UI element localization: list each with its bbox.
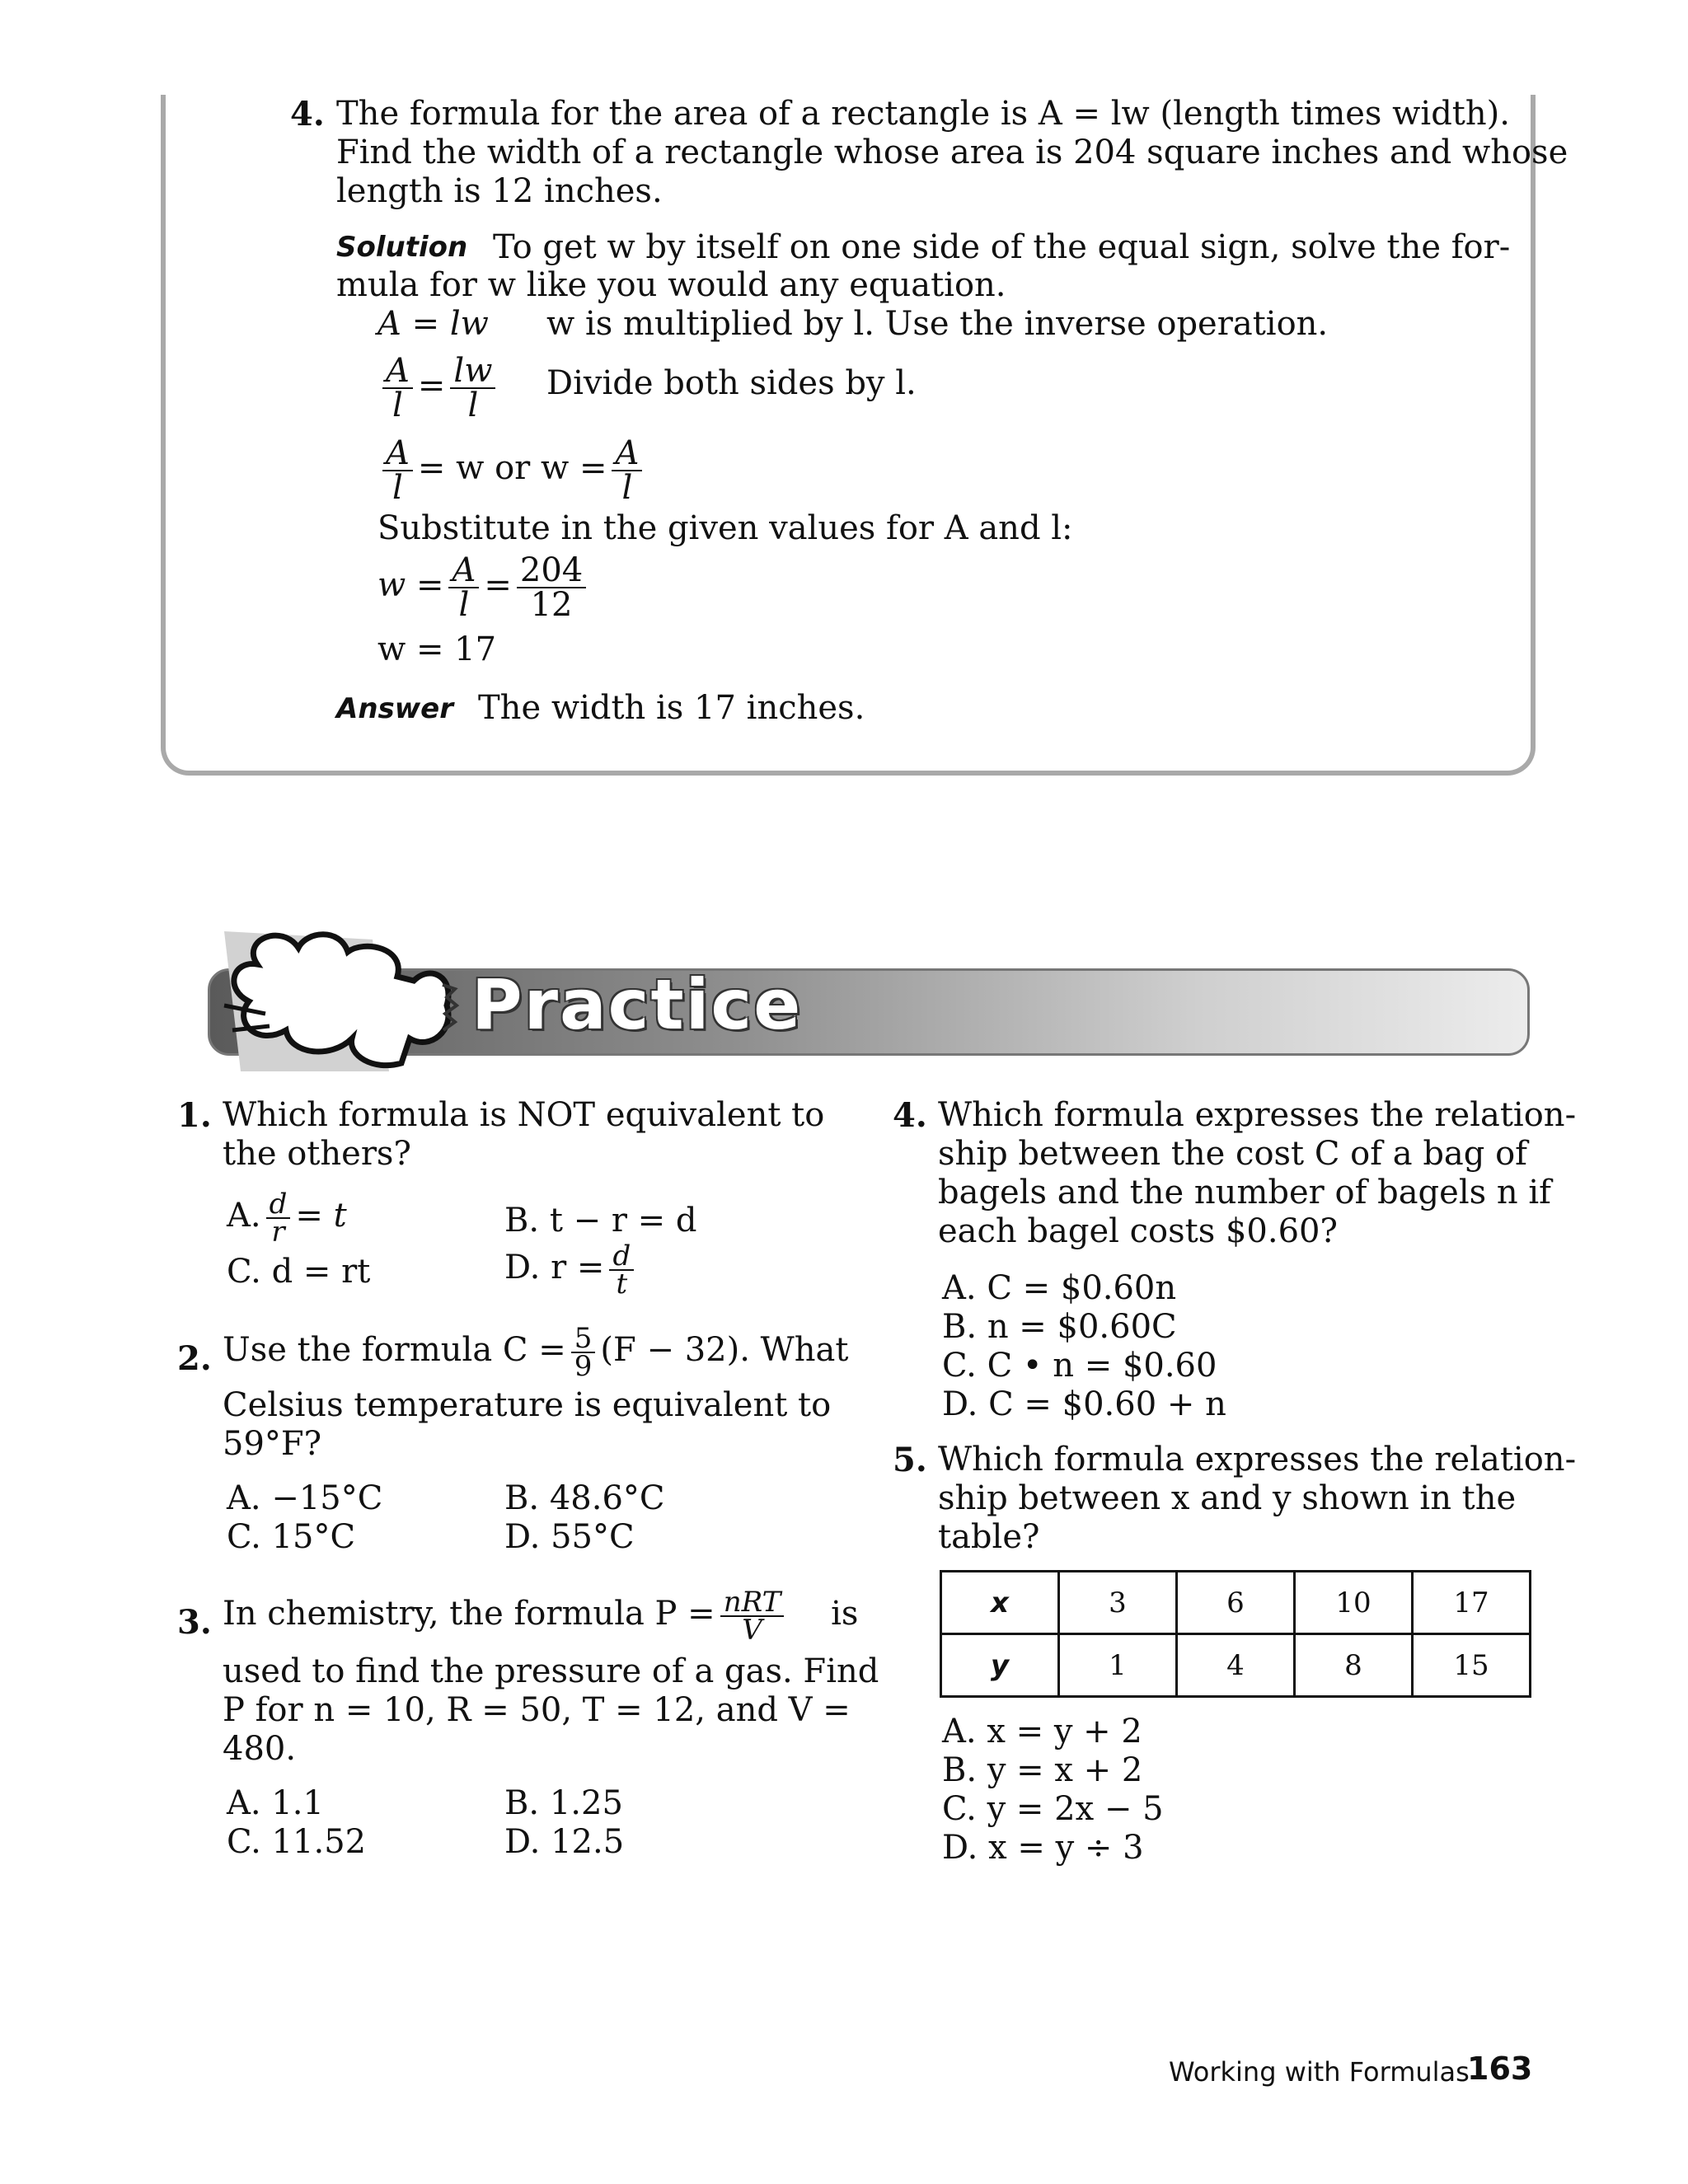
table-cell: 10	[1295, 1572, 1413, 1634]
table-cell: 17	[1413, 1572, 1531, 1634]
q3-option-a[interactable]: A. 1.1	[227, 1784, 324, 1822]
q1-option-a[interactable]: A. $\frac{d}{r}$ = t	[227, 1188, 347, 1249]
example-problem-line: The formula for the area of a rectangle is A = lw (length times width).	[336, 95, 1510, 133]
table-header-x: x	[941, 1572, 1059, 1634]
puzzle-piece-icon	[208, 915, 488, 1080]
footer-section: Working with Formulas	[1169, 2056, 1470, 2088]
table-cell: 8	[1295, 1634, 1413, 1697]
q1-option-b[interactable]: B. t − r = d	[504, 1202, 697, 1240]
q3-line2: used to find the pressure of a gas. Find	[223, 1652, 879, 1690]
q4-option-b[interactable]: B. n = $0.60C	[942, 1308, 1177, 1346]
q3-option-d[interactable]: D. 12.5	[504, 1823, 625, 1861]
q5-option-b[interactable]: B. y = x + 2	[942, 1751, 1143, 1789]
q5-option-d[interactable]: D. x = y ÷ 3	[942, 1829, 1144, 1867]
table-cell: 6	[1177, 1572, 1295, 1634]
q2-line1: Use the formula C = $\frac{5}{9}$ (F − 32). What	[223, 1322, 849, 1383]
answer-text: The width is 17 inches.	[478, 689, 865, 727]
table-cell: 3	[1059, 1572, 1177, 1634]
q1-option-c[interactable]: C. d = rt	[227, 1253, 371, 1291]
step3-equation: $\frac{A}{l}$ = w or w = $\frac{A}{l}$	[377, 437, 647, 504]
q4-option-a[interactable]: A. C = $0.60n	[942, 1269, 1177, 1307]
q2-line2: Celsius temperature is equivalent to	[223, 1386, 832, 1424]
substitute-line: Substitute in the given values for A and l:	[377, 509, 1073, 547]
q2-number: 2.	[177, 1339, 212, 1378]
q4-option-d[interactable]: D. C = $0.60 + n	[942, 1385, 1226, 1423]
table-header-y: y	[941, 1634, 1059, 1697]
step4-equation: w = $\frac{A}{l}$ = $\frac{204}{12}$	[377, 554, 591, 621]
step1-equation: A = lw	[377, 305, 489, 343]
q3-number: 3.	[177, 1603, 212, 1642]
q4-option-c[interactable]: C. C • n = $0.60	[942, 1347, 1217, 1385]
q1-line: the others?	[223, 1135, 411, 1173]
table-row	[941, 1634, 1531, 1697]
q3-line4: 480.	[223, 1730, 297, 1768]
q3-line1: In chemistry, the formula P = $\frac{\text{nRT}}{V}$ is	[223, 1586, 859, 1647]
q2-line3: 59°F?	[223, 1425, 322, 1463]
q1-option-d[interactable]: D. r = $\frac{d}{t}$	[504, 1243, 639, 1297]
q5-option-c[interactable]: C. y = 2x − 5	[942, 1790, 1164, 1828]
q2-option-a[interactable]: A. −15°C	[227, 1479, 383, 1517]
answer-label: Answer	[336, 692, 453, 725]
q2-option-b[interactable]: B. 48.6°C	[504, 1479, 665, 1517]
solution-line: To get w by itself on one side of the equal sign, solve the for-	[493, 228, 1511, 266]
step2-equation: $\frac{A}{l}$ = $\frac{lw}{l}$	[377, 354, 500, 422]
step2-note: Divide both sides by l.	[546, 364, 917, 402]
table-cell: 15	[1413, 1634, 1531, 1697]
step5-equation: w = 17	[377, 630, 497, 668]
q4-line: bagels and the number of bagels n if	[938, 1174, 1551, 1212]
q3-option-b[interactable]: B. 1.25	[504, 1784, 623, 1822]
table-row	[941, 1572, 1531, 1634]
xy-table	[940, 1570, 1531, 1698]
q4-line: each bagel costs $0.60?	[938, 1212, 1338, 1250]
q4-line: Which formula expresses the relation-	[938, 1096, 1577, 1134]
q4-number: 4.	[893, 1096, 927, 1135]
step3-middle: = w or w =	[417, 449, 607, 487]
q5-line: ship between x and y shown in the	[938, 1479, 1517, 1517]
q1-line: Which formula is NOT equivalent to	[223, 1096, 825, 1134]
q3-option-c[interactable]: C. 11.52	[227, 1823, 367, 1861]
step1-note: w is multiplied by l. Use the inverse operation.	[546, 305, 1329, 343]
table-cell: 1	[1059, 1634, 1177, 1697]
q5-number: 5.	[893, 1441, 927, 1479]
example-problem-line: length is 12 inches.	[336, 172, 663, 210]
q5-line: table?	[938, 1518, 1040, 1556]
q3-line3: P for n = 10, R = 50, T = 12, and V =	[223, 1691, 851, 1729]
q5-line: Which formula expresses the relation-	[938, 1441, 1577, 1479]
table-cell: 4	[1177, 1634, 1295, 1697]
practice-title: Practice	[471, 964, 803, 1045]
solution-label: Solution	[336, 231, 468, 264]
q4-line: ship between the cost C of a bag of	[938, 1135, 1527, 1173]
q5-option-a[interactable]: A. x = y + 2	[942, 1713, 1142, 1750]
q1-number: 1.	[177, 1096, 212, 1135]
solution-line: mula for w like you would any equation.	[336, 266, 1006, 304]
example-number: 4.	[290, 95, 325, 134]
example-problem-line: Find the width of a rectangle whose area is 204 square inches and whose	[336, 134, 1568, 171]
q2-option-d[interactable]: D. 55°C	[504, 1518, 635, 1556]
q2-option-c[interactable]: C. 15°C	[227, 1518, 356, 1556]
page-number: 163	[1467, 2050, 1533, 2087]
